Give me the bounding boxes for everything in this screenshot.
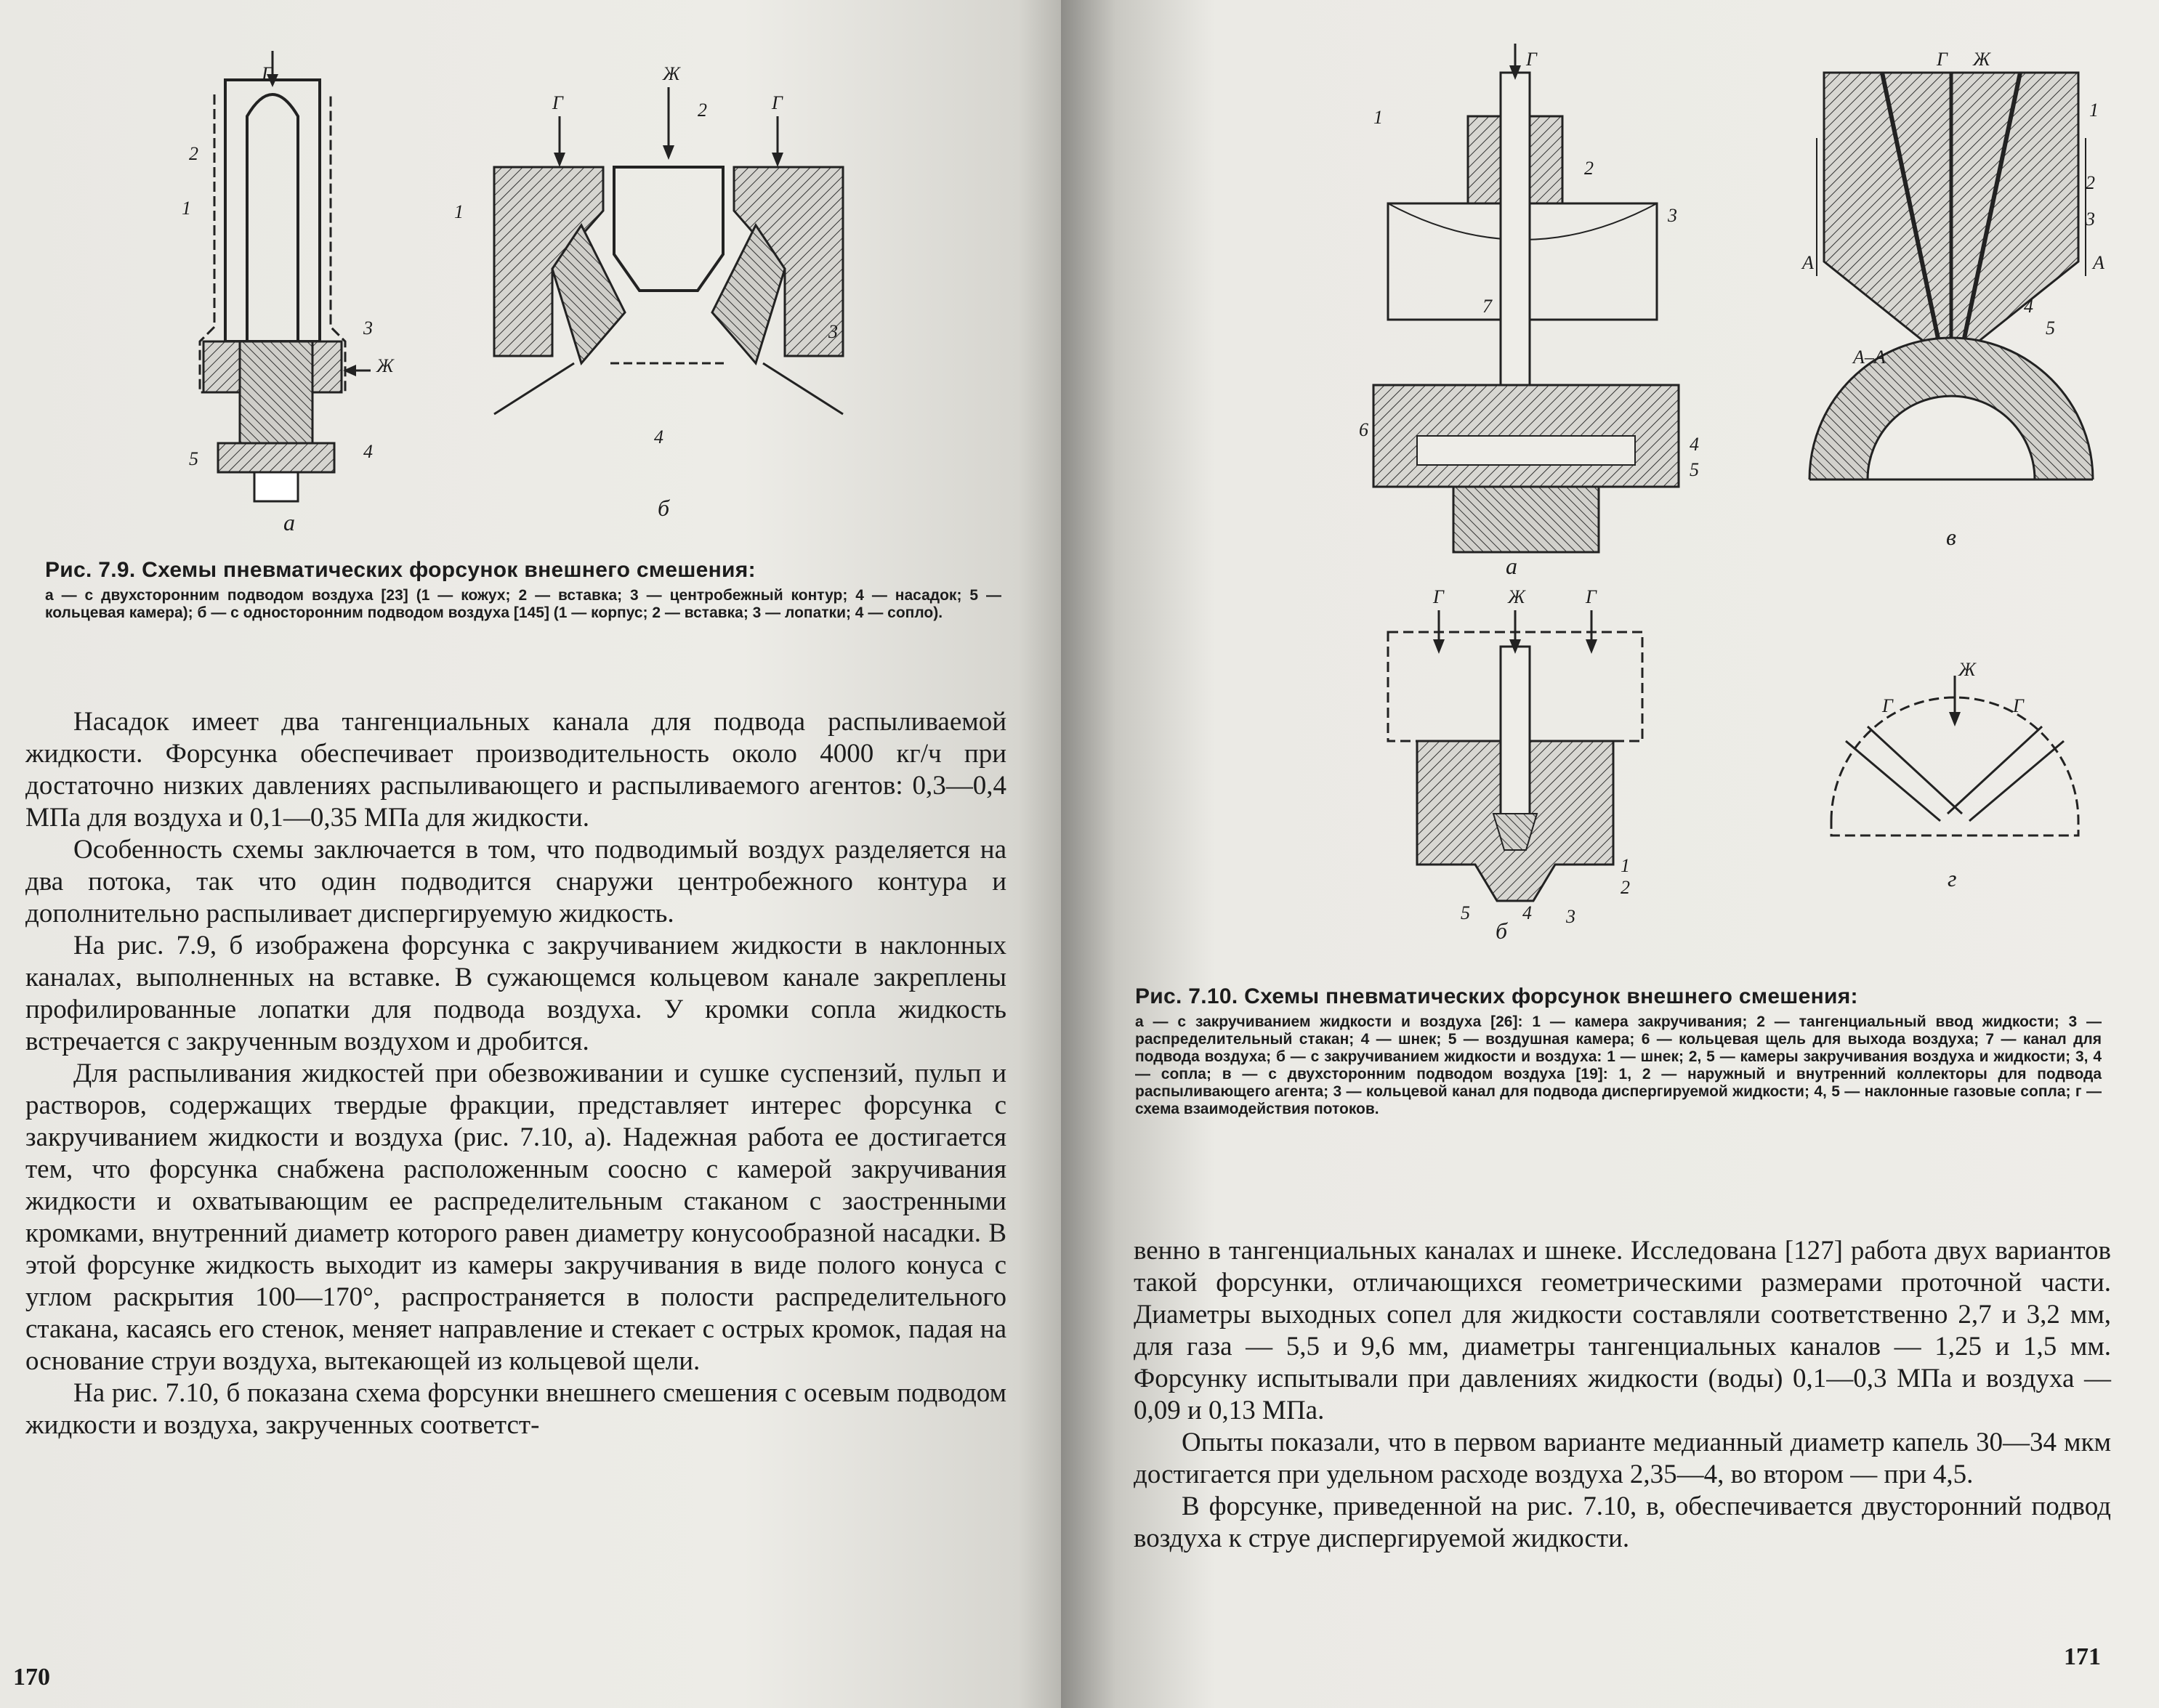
- fig710b-label-2: 2: [1621, 877, 1630, 898]
- fig79b-label-g-right: Г: [772, 92, 783, 113]
- figure-7-10-caption-body: а — с закручиванием жидкости и воздуха [26]: 1 — камера закручивания; 2 — тангенциальный ввод жидкости; 3 — распределительный стакан; 4 — шнек; 5 — воздушная камера; 6 — кольцевая щель для выхода воздуха; 7 — канал для подвода воздуха; б — с закручиванием жидкости и воздуха: 1 — шнек; 2, 5 — камеры закручивания воздуха и жидкости; 3, 4 — сопла; в — с двухсторонним подводом воздуха [19]: 1, 2 — наружный и внутренний коллекторы для подвода распыливающего агента; 3 — кольцевой канал для подвода диспергируемой жидкости; 4, 5 — наклонные газовые сопла; г — схема взаимодействия потоков.: [1135, 1013, 2102, 1117]
- nozzle-10a-drawing: [1373, 44, 1679, 552]
- fig710v-sublabel: в: [1946, 524, 1956, 550]
- left-paragraph-5: На рис. 7.10, б показана схема форсунки внешнего смешения с осевым подводом жидкости и воздуха, закрученных соответст-: [25, 1378, 1006, 1440]
- fig710b-label-1: 1: [1621, 855, 1630, 876]
- fig710b-label-3: 3: [1566, 906, 1575, 927]
- fig710v-label-a-right: А: [2093, 252, 2104, 273]
- right-paragraph-3: В форсунке, приведенной на рис. 7.10, в, обеспечивается двусторонний подвод воздуха к струе диспергируемой жидкости.: [1134, 1492, 2111, 1553]
- fig79a-label-4: 4: [363, 441, 373, 462]
- right-paragraph-2: Опыты показали, что в первом варианте медианный диаметр капель 30—34 мкм достигается при удельном расходе воздуха 2,35—4, во втором — при 4,5.: [1134, 1428, 2111, 1489]
- fig710g-label-g-left: Г: [1882, 695, 1893, 716]
- page-number-right: 171: [2064, 1643, 2101, 1670]
- left-paragraph-4: Для распыливания жидкостей при обезвоживании и сушке суспензий, пульп и растворов, содержащих твердые фракции, представляет интерес форсунка с закручиванием жидкости и воздуха (рис. 7.10, а). Надежная работа ее достигается тем, что форсунка снабжена расположенным соосно с камерой закручивания жидкости и охватывающим ее распределительным стаканом с заостренными кромками, внутренний диаметр которого равен диаметру конусообразной насадки. В этой форсунке жидкость выходит из камеры закручивания в виде полого конуса с углом раскрытия 100—170°, распространяется в полости распределительного стакана, касаясь его стенок, меняет направление и стекает с острых кромок, падая на основание струи воздуха, вытекающей из кольцевой щели.: [25, 1059, 1006, 1376]
- fig710v-label-a-left: А: [1802, 252, 1814, 273]
- fig79a-label-g: Г: [262, 63, 273, 84]
- fig710v-label-2: 2: [2086, 172, 2095, 193]
- fig710g-sublabel: г: [1948, 865, 1957, 891]
- left-paragraph-2: Особенность схемы заключается в том, что подводимый воздух разделяется на два потока, так что один подводится снаружи центробежного контура и дополнительно распыливает диспергируемую жидкость.: [25, 835, 1006, 928]
- fig710a-sublabel: а: [1506, 553, 1517, 579]
- figure-7-10-drawing: [1243, 44, 2115, 944]
- fig79a-label-zh: Ж: [376, 355, 394, 376]
- fig79b-label-3: 3: [828, 321, 838, 342]
- figure-7-9-caption-title: Рис. 7.9. Схемы пневматических форсунок внешнего смешения:: [45, 558, 756, 582]
- figure-7-9-caption-body: а — с двухсторонним подводом воздуха [23] (1 — кожух; 2 — вставка; 3 — центробежный контур; 4 — насадок; 5 — кольцевая камера); б — с односторонним подводом воздуха [145] (1 — корпус; 2 — вставка; 3 — лопатки; 4 — сопло).: [45, 587, 1001, 621]
- left-page: [0, 0, 1061, 1708]
- fig710b-label-g-left: Г: [1433, 586, 1444, 607]
- fig710a-label-5: 5: [1690, 459, 1699, 480]
- right-paragraph-1: венно в тангенциальных каналах и шнеке. Исследована [127] работа двух вариантов такой форсунки, отличающихся геометрическими размерами проточной части. Диаметры выходных сопел для жидкости составляли соответственно 2,7 и 3,2 мм, для газа — 5,5 и 9,6 мм, диаметры тангенциальных каналов — 1,25 и 1,5 мм. Форсунку испытывали при давлениях жидкости (воды) 0,1—0,3 МПа и воздуха — 0,09 и 0,13 МПа.: [1134, 1236, 2111, 1425]
- fig710b-label-zh: Ж: [1508, 586, 1525, 607]
- fig710a-label-4: 4: [1690, 434, 1699, 455]
- fig710a-label-7: 7: [1482, 296, 1492, 317]
- fig79b-label-1: 1: [454, 201, 464, 222]
- fig79a-sublabel: а: [283, 509, 295, 535]
- left-paragraph-3: На рис. 7.9, б изображена форсунка с закручиванием жидкости в наклонных каналах, выполненных на вставке. В сужающемся кольцевом канале закреплены профилированные лопатки для подвода воздуха. У кромки сопла жидкость встречается с закрученным воздухом и дробится.: [25, 931, 1006, 1056]
- left-paragraph-1: Насадок имеет два тангенциальных канала для подвода распыливаемой жидкости. Форсунка обеспечивает производительность около 4000 кг/ч при достаточно низких давлениях распыливающего и распыливаемого агентов: 0,3—0,4 МПа для воздуха и 0,1—0,35 МПа для жидкости.: [25, 707, 1006, 833]
- nozzle-10v-drawing: [1809, 73, 2093, 479]
- fig710a-label-g: Г: [1526, 49, 1537, 70]
- fig79b-label-g-left: Г: [552, 92, 563, 113]
- figure-7-9-caption: [45, 558, 1001, 622]
- fig79a-label-1: 1: [182, 198, 191, 219]
- right-page: [1061, 0, 2159, 1708]
- fig710b-label-5: 5: [1461, 902, 1470, 923]
- nozzle-10b-drawing: [1388, 610, 1642, 901]
- fig710v-section: А–А: [1853, 347, 1886, 368]
- fig710a-label-3: 3: [1668, 205, 1677, 226]
- fig79a-label-2: 2: [189, 143, 198, 164]
- fig79a-label-3: 3: [363, 317, 373, 339]
- fig79a-label-5: 5: [189, 448, 198, 469]
- fig710v-label-3: 3: [2086, 209, 2095, 230]
- figure-7-10-caption-title: Рис. 7.10. Схемы пневматических форсунок внешнего смешения:: [1135, 984, 1858, 1008]
- figure-7-9: [145, 51, 872, 545]
- fig710g-label-g-right: Г: [2013, 695, 2024, 716]
- right-body-text: [1134, 1235, 2111, 1555]
- fig710v-label-5: 5: [2046, 317, 2055, 339]
- nozzle-10g-drawing: [1831, 676, 2078, 835]
- left-body-text: [25, 706, 1006, 1441]
- figure-7-10-caption: [1135, 984, 2102, 1118]
- fig710v-label-g: Г: [1937, 49, 1948, 70]
- nozzle-b-drawing: [494, 87, 843, 414]
- fig79b-label-2: 2: [698, 100, 707, 121]
- fig710v-label-zh: Ж: [1973, 49, 1990, 70]
- fig710a-label-2: 2: [1584, 158, 1594, 179]
- fig710b-label-4: 4: [1522, 902, 1532, 923]
- page-number-left: 170: [13, 1664, 50, 1691]
- figure-7-10: [1243, 44, 2115, 944]
- fig710g-label-zh: Ж: [1958, 659, 1976, 680]
- fig79b-sublabel: б: [658, 495, 670, 521]
- fig710v-label-1: 1: [2089, 100, 2099, 121]
- fig79b-label-zh: Ж: [663, 63, 680, 84]
- fig710a-label-1: 1: [1373, 107, 1383, 128]
- figure-7-9-drawing: [145, 51, 872, 545]
- fig710b-sublabel: б: [1496, 918, 1508, 944]
- nozzle-a-drawing: [200, 51, 371, 501]
- fig710a-label-6: 6: [1359, 419, 1368, 440]
- fig79b-label-4: 4: [654, 426, 663, 448]
- fig710v-label-4: 4: [2024, 296, 2033, 317]
- fig710b-label-g-right: Г: [1586, 586, 1597, 607]
